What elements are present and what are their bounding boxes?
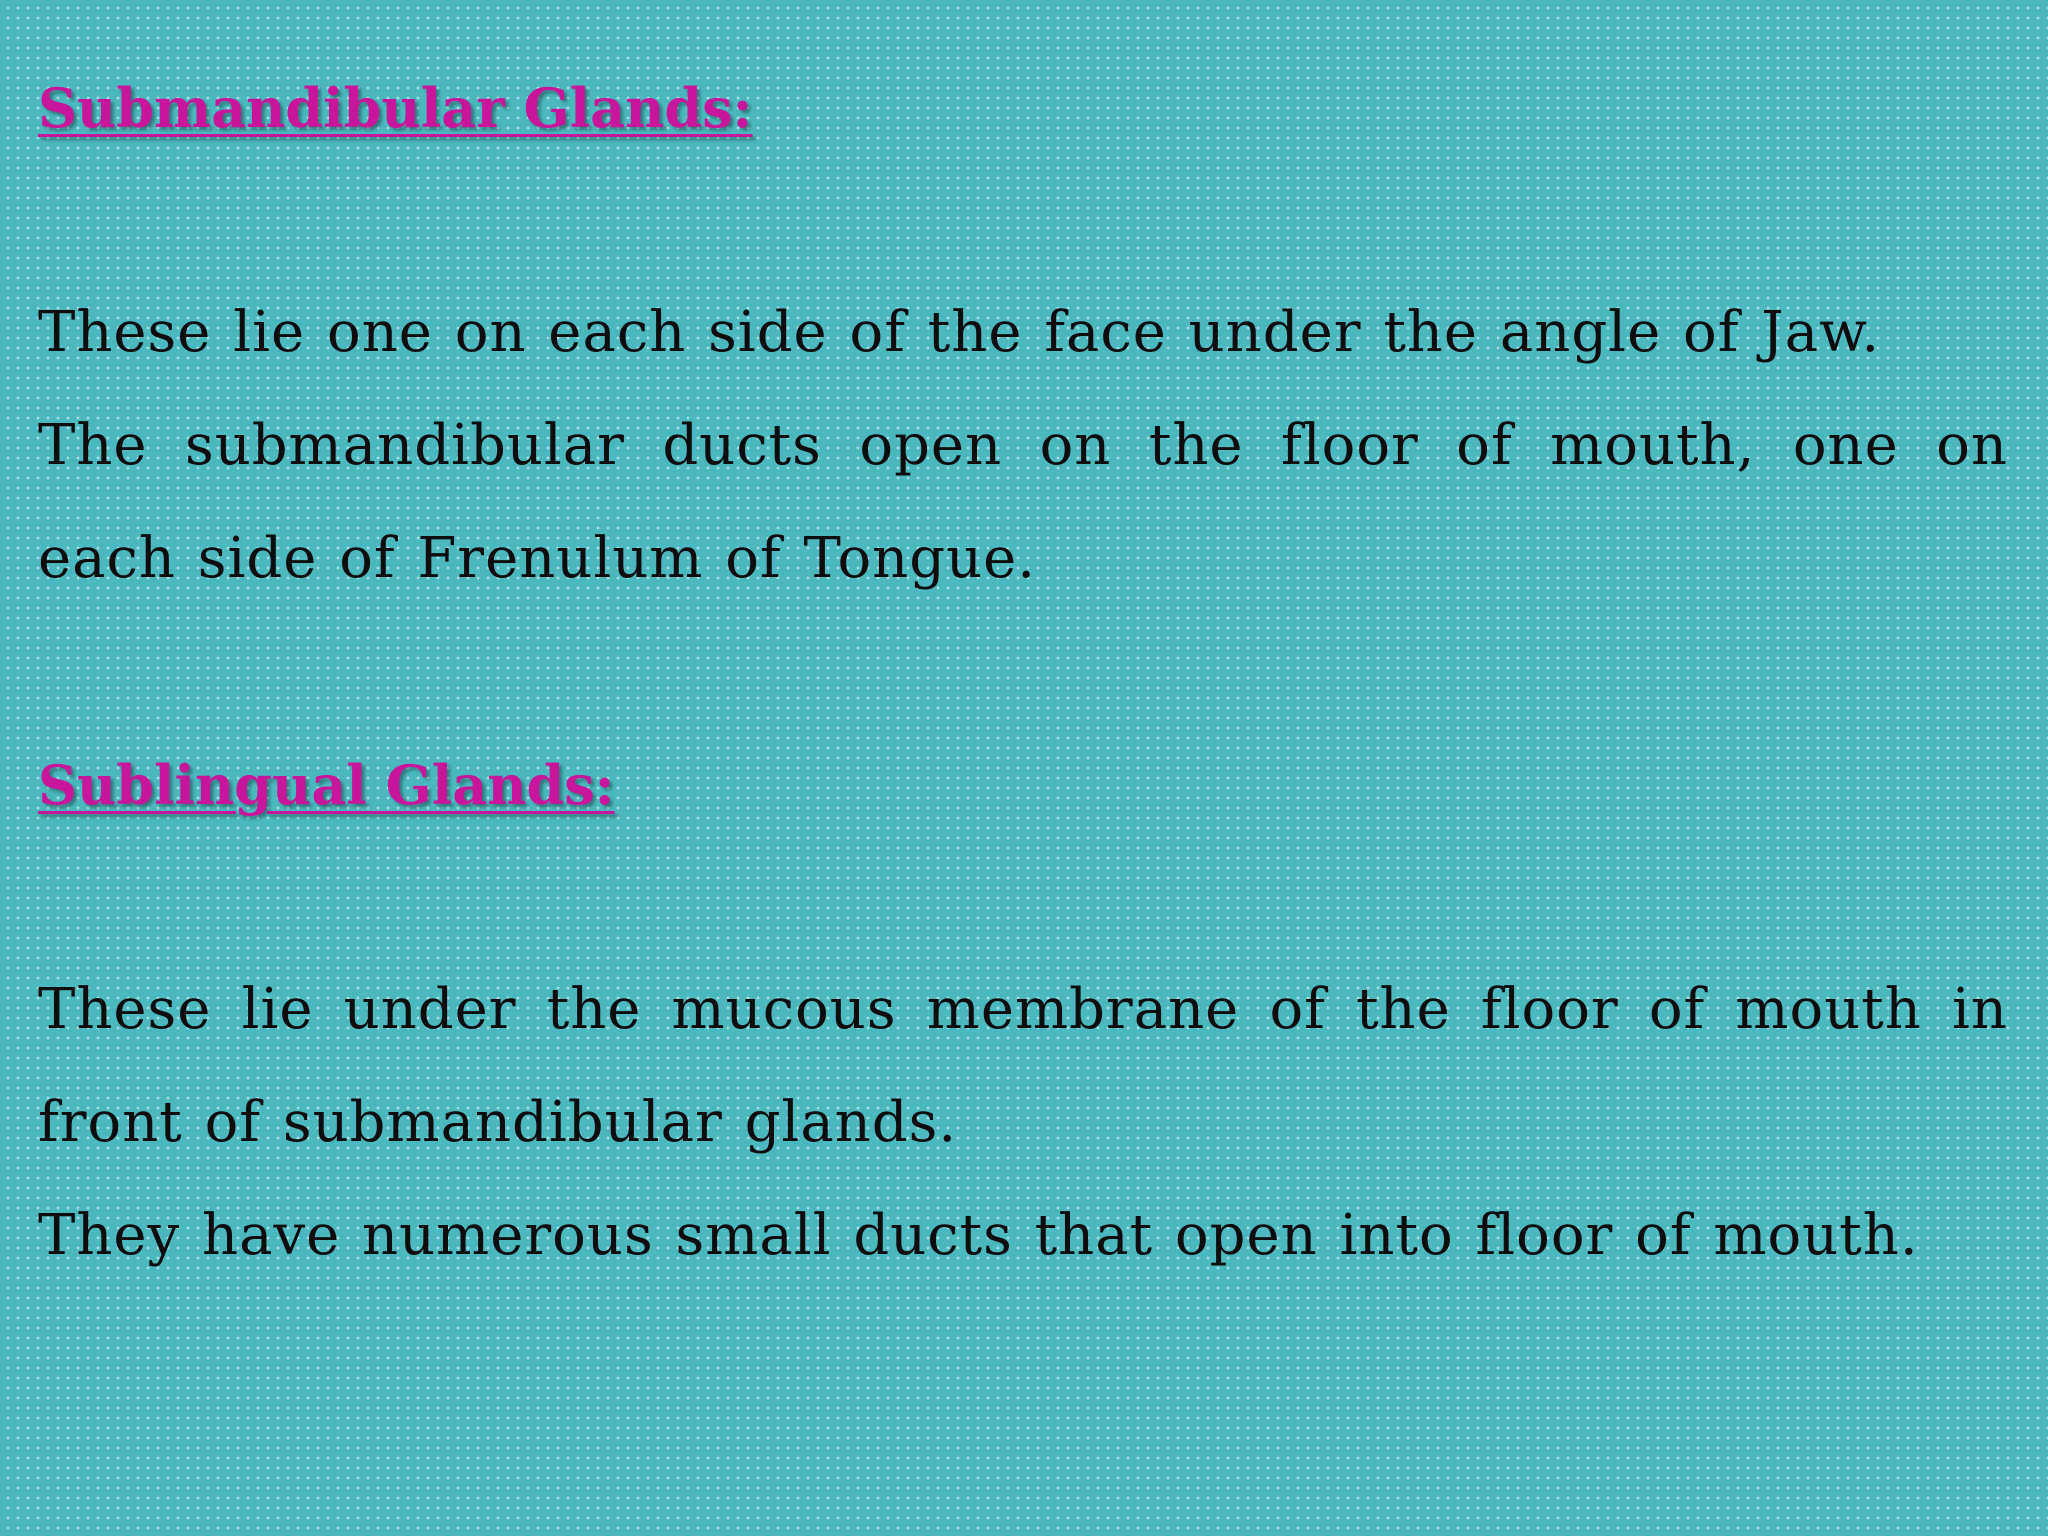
submandibular-paragraph-ducts: The submandibular ducts open on the floor of mouth, one on each side of Frenulum of Tongue. [38, 413, 2008, 591]
sublingual-glands-heading: Sublingual Glands: [38, 753, 615, 817]
submandibular-glands-heading: Submandibular Glands: [38, 76, 753, 140]
sublingual-paragraph-ducts: They have numerous small ducts that open into floor of mouth. [38, 1203, 1919, 1268]
sublingual-paragraph-location: These lie under the mucous membrane of the floor of mouth in front of submandibular glands. [38, 977, 2008, 1155]
submandibular-paragraph-location: These lie one on each side of the face under the angle of Jaw. [38, 300, 1881, 365]
